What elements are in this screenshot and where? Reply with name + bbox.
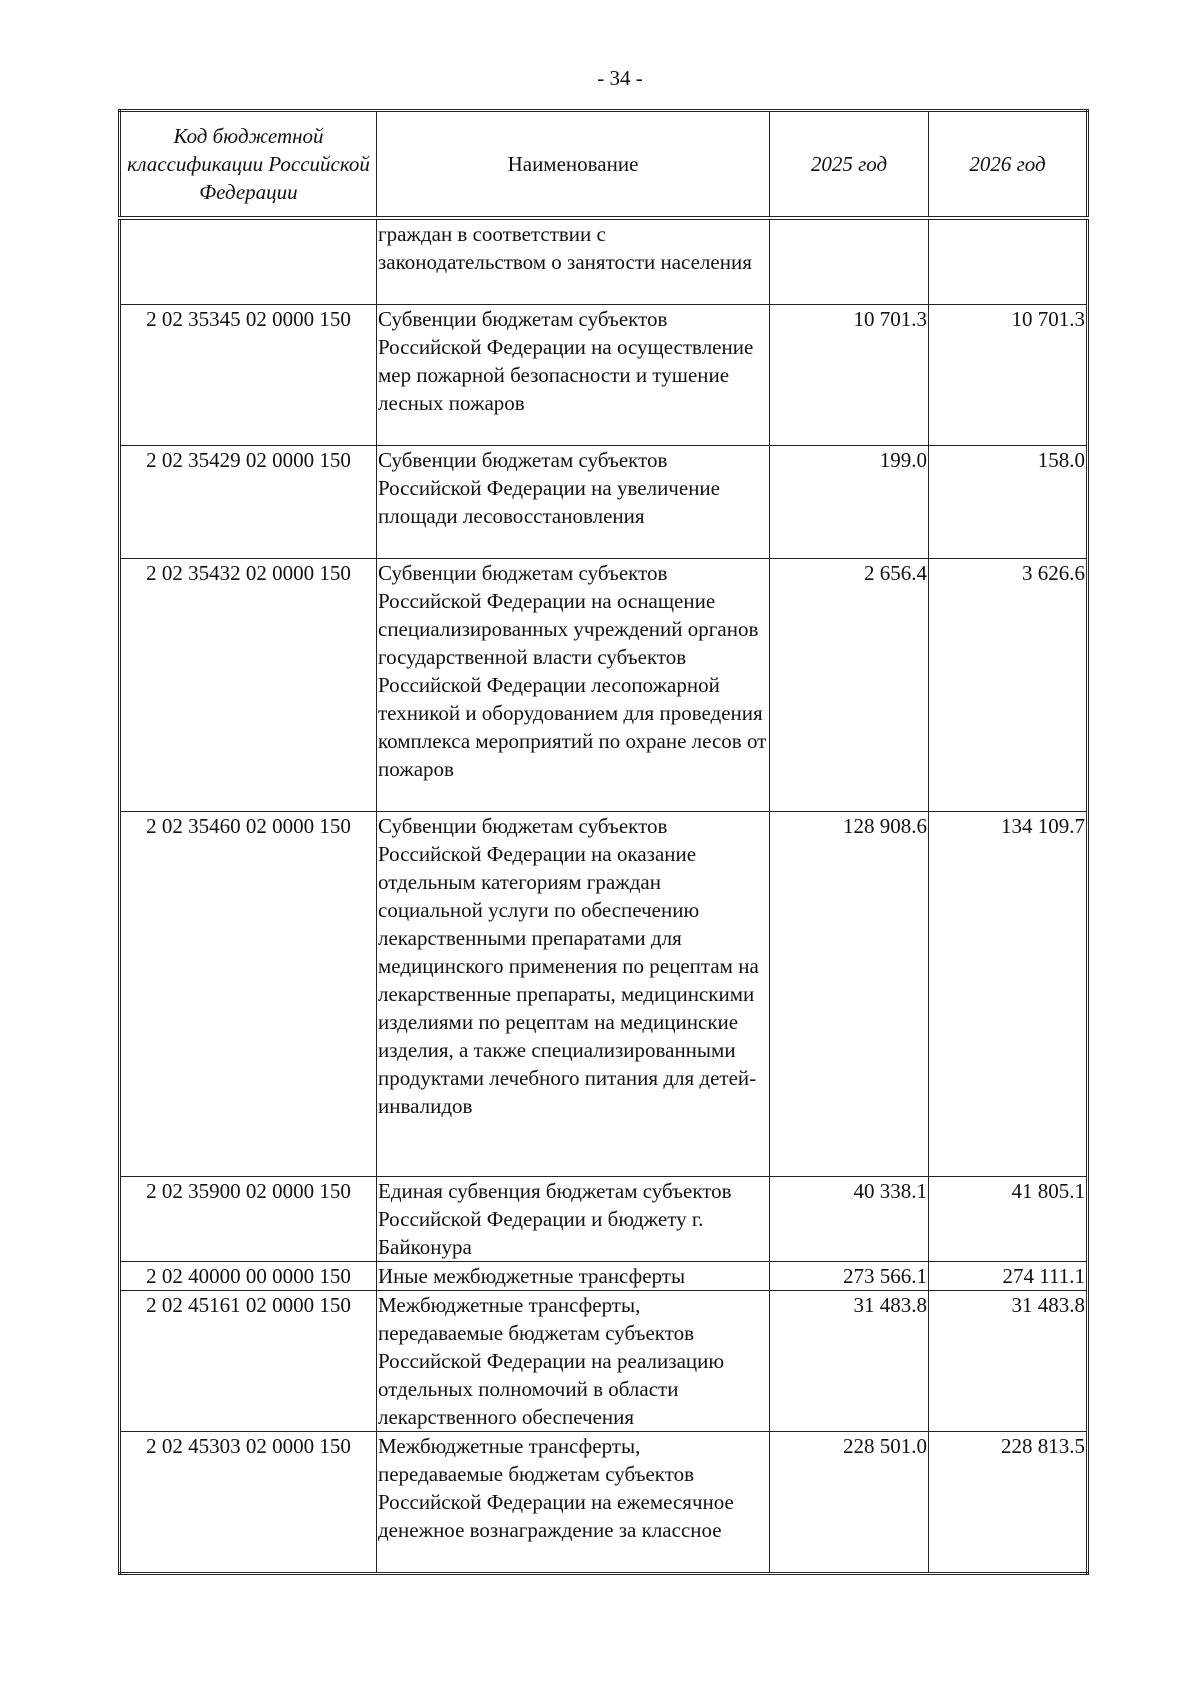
budget-table	[118, 109, 1089, 1575]
cell-2025: 31 483.8	[770, 1291, 929, 1432]
cell-code: 2 02 35429 02 0000 150	[120, 446, 377, 559]
cell-2026: 3 626.6	[929, 559, 1088, 812]
cell-name: граждан в соответствии с законодательством о занятости населения	[377, 218, 770, 305]
table-row	[120, 1262, 1088, 1291]
table-row	[120, 446, 1088, 559]
cell-2025: 10 701.3	[770, 305, 929, 446]
cell-name: Субвенции бюджетам субъектов Российской Федерации на оснащение специализированных учреждений органов государственной власти субъектов Российской Федерации лесопожарной техникой и оборудованием для проведения комплекса мероприятий по охране лесов от пожаров	[377, 559, 770, 812]
header-name: Наименование	[377, 111, 770, 219]
cell-code: 2 02 45161 02 0000 150	[120, 1291, 377, 1432]
cell-code: 2 02 35900 02 0000 150	[120, 1177, 377, 1262]
cell-2025: 228 501.0	[770, 1432, 929, 1574]
cell-2026: 158.0	[929, 446, 1088, 559]
cell-name: Межбюджетные трансферты, передаваемые бюджетам субъектов Российской Федерации на ежемесячное денежное вознаграждение за классное	[377, 1432, 770, 1574]
cell-name: Субвенции бюджетам субъектов Российской Федерации на оказание отдельным категориям граждан социальной услуги по обеспечению лекарственными препаратами для медицинского применения по рецептам на лекарственные препараты, медицинскими изделиями по рецептам на медицинские изделия, а также специализированными продуктами лечебного питания для детей-инвалидов	[377, 812, 770, 1177]
cell-code: 2 02 35432 02 0000 150	[120, 559, 377, 812]
cell-2026: 31 483.8	[929, 1291, 1088, 1432]
cell-2026: 134 109.7	[929, 812, 1088, 1177]
table-row	[120, 218, 1088, 305]
cell-name: Межбюджетные трансферты, передаваемые бюджетам субъектов Российской Федерации на реализацию отдельных полномочий в области лекарственного обеспечения	[377, 1291, 770, 1432]
cell-2026: 41 805.1	[929, 1177, 1088, 1262]
cell-2026: 228 813.5	[929, 1432, 1088, 1574]
table-row	[120, 1291, 1088, 1432]
cell-2025: 128 908.6	[770, 812, 929, 1177]
header-code: Код бюджетной классификации Российской Федерации	[120, 111, 377, 219]
table-row	[120, 1177, 1088, 1262]
cell-name: Иные межбюджетные трансферты	[377, 1262, 770, 1291]
cell-2026: 10 701.3	[929, 305, 1088, 446]
cell-2025: 273 566.1	[770, 1262, 929, 1291]
table-body	[120, 218, 1088, 1574]
cell-code: 2 02 40000 00 0000 150	[120, 1262, 377, 1291]
table-row	[120, 305, 1088, 446]
table-row	[120, 1432, 1088, 1574]
cell-2025: 2 656.4	[770, 559, 929, 812]
cell-2025	[770, 218, 929, 305]
cell-2025: 40 338.1	[770, 1177, 929, 1262]
page-number: - 34 -	[597, 66, 643, 90]
cell-name: Единая субвенция бюджетам субъектов Российской Федерации и бюджету г. Байконура	[377, 1177, 770, 1262]
cell-name: Субвенции бюджетам субъектов Российской Федерации на осуществление мер пожарной безопасности и тушение лесных пожаров	[377, 305, 770, 446]
cell-code	[120, 218, 377, 305]
table-row	[120, 559, 1088, 812]
table-header	[120, 111, 1088, 219]
cell-code: 2 02 35460 02 0000 150	[120, 812, 377, 1177]
cell-2026	[929, 218, 1088, 305]
header-year-2026: 2026 год	[929, 111, 1088, 219]
cell-2025: 199.0	[770, 446, 929, 559]
cell-code: 2 02 45303 02 0000 150	[120, 1432, 377, 1574]
cell-2026: 274 111.1	[929, 1262, 1088, 1291]
header-year-2025: 2025 год	[770, 111, 929, 219]
cell-code: 2 02 35345 02 0000 150	[120, 305, 377, 446]
cell-name: Субвенции бюджетам субъектов Российской Федерации на увеличение площади лесовосстановления	[377, 446, 770, 559]
table-row	[120, 812, 1088, 1177]
